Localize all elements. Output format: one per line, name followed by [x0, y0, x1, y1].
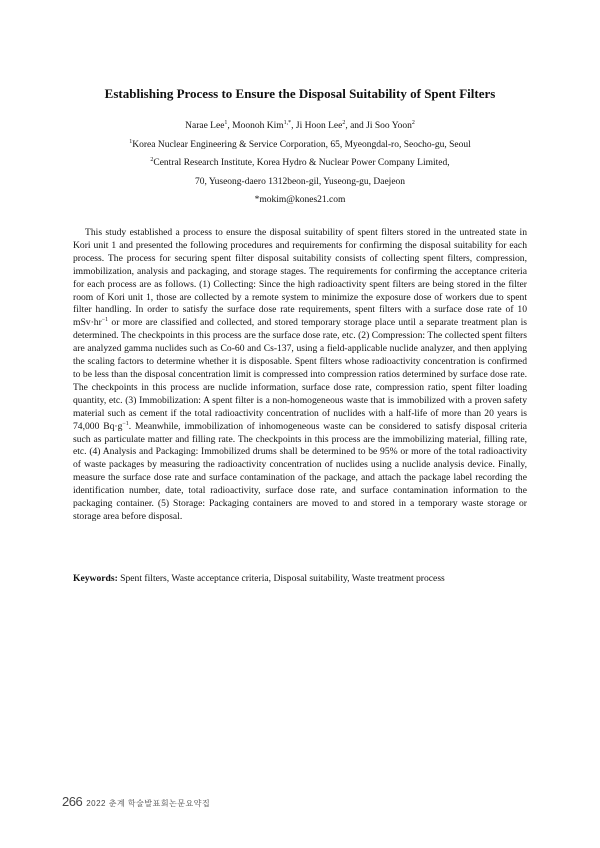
page-number: 266 — [62, 794, 83, 809]
keywords-label: Keywords: — [73, 573, 118, 584]
author-name: Moonoh Kim — [232, 121, 284, 131]
author-name: Narae Lee — [185, 121, 225, 131]
abstract — [73, 227, 527, 524]
author-affiliation-mark: 2 — [411, 119, 415, 126]
keywords-text: Spent filters, Waste acceptance criteria, Disposal suitability, Waste treatment process — [117, 573, 445, 584]
corresponding-email: *mokim@kones21.com — [254, 195, 346, 205]
author-name: Ji Soo Yoon — [366, 121, 412, 131]
author-affiliation-mark: 2 — [342, 119, 346, 126]
affiliation-1 — [0, 140, 600, 150]
page-footer — [62, 793, 210, 811]
author-name: Ji Hoon Lee — [295, 121, 343, 131]
author-affiliation-mark: 1,* — [283, 119, 292, 126]
abstract-text: This study established a process to ensure the disposal suitability of spent filters stored in the untreated state in Kori unit 1 and presented the following procedures and requirements for confirming the disposal suitability for each process. The process for securing spent filter disposal suitability consists of collecting spent filters, compression, immobilization, analysis and packaging, and storage stages. The requirements for confirming the acceptance criteria for each process are as follows. (1) Collecting: Since the high radioactivity spent filters are being stored in the filter room of Kori unit 1, those are collected by a remote system to minimize the exposure dose of workers due to spent filter handling. In order to satisfy the surface dose rate requirements, spent filters with a surface dose rate of 10 mSv·hr — [73, 227, 527, 329]
author-list: Narae Lee$^1$, Moonoh Kim$^{1,*}$, Ji Hoon Lee$^2$, and Ji Soo Yoon$^2$ — [185, 119, 415, 131]
paper-title: Establishing Process to Ensure the Disposal Suitability of Spent Filters — [104, 86, 496, 101]
abstract-text: or more are classified and collected, and stored temporary storage place until a separate treatment plan is determined. The checkpoints in this process are the surface dose rate, etc. (2) Compression: The collected spent filters are analyzed gamma nuclides such as Co-60 and Cs-137, using a field-applicable nuclide analyzer, and then applying the scaling factors to determine whether it is disposable. Spent filters whose radioactivity concentration is confirmed to be less than the disposal concentration limit is compressed into compression ratios determined by surface dose rate. The checkpoints in this process are nuclide information, surface dose rate, compression ratio, spent filter loading quantity, etc. (3) Immobilization: A spent filter is a non-homogeneous waste that is immobilized with a proven safety material such as cement if the total radioactivity concentration of nuclides with a half-life of more than 20 years is 74,000 Bq·g — [73, 317, 527, 432]
unit-exponent: −1 — [122, 420, 129, 427]
author-affiliation-mark: 1 — [224, 119, 228, 126]
abstract-text: . Meanwhile, immobilization of inhomogeneous waste can be considered to satisfy disposal criteria such as particulate matter and filling rate. The checkpoints in this process are the immobilizing material, filling rate, etc. (4) Analysis and Packaging: Immobilized drums shall be determined to be 95% or more of the total radioactivity of waste packages by measuring the radioactivity concentration of nuclides using a nuclide analysis device. Finally, measure the surface dose rate and surface contamination of the package, and attach the package label recording the identification number, date, total radioactivity, surface dose rate, and surface contamination information to the packaging container. (5) Storage: Packaging containers are moved to and stored in a temporary waste storage or storage area before disposal. — [73, 420, 527, 522]
affiliation-mark: 1 — [129, 138, 133, 145]
affiliation-text: Central Research Institute, Korea Hydro & Nuclear Power Company Limited, — [153, 158, 450, 168]
affiliation-2 — [0, 158, 600, 168]
affiliation-mark: 2 — [150, 156, 154, 163]
keywords — [73, 573, 527, 586]
unit-exponent: −1 — [101, 317, 109, 324]
affiliation-2-line-2: 70, Yuseong-daero 1312beon-gil, Yuseong-gu, Daejeon — [194, 177, 406, 187]
journal-name: 2022 춘계 학술발표회논문요약집 — [86, 799, 211, 808]
affiliation-text: Korea Nuclear Engineering & Service Corporation, 65, Myeongdal-ro, Seocho-gu, Seoul — [132, 140, 471, 150]
